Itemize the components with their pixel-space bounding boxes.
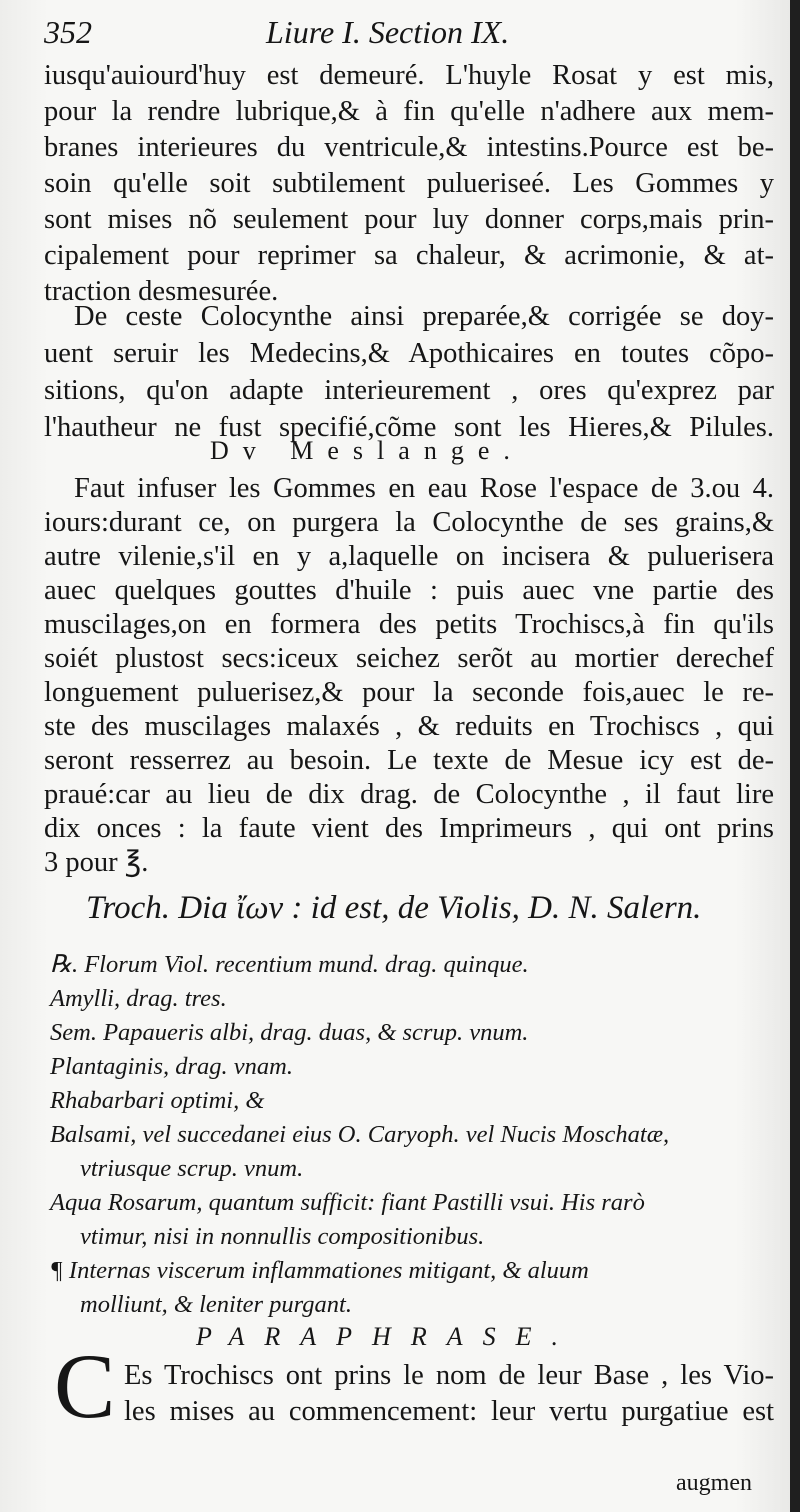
text-line: cipalement pour reprimer sa chaleur, & acrimonie, & at-	[44, 240, 774, 271]
text-line: iours:durant ce, on purgera la Colocynthe de ses grains,&	[44, 507, 774, 538]
recipe-line: vtriusque scrup. vnum.	[80, 1155, 304, 1182]
running-title: Liure I. Section IX.	[266, 14, 510, 50]
text-line: traction desmesurée.	[44, 276, 279, 307]
drop-cap: C	[54, 1335, 116, 1437]
recipe-line: Rhabarbari optimi, &	[50, 1087, 265, 1114]
text-line: De ceste Colocynthe ainsi preparée,& corrigée se doy-	[74, 301, 774, 332]
recipe-line: Balsami, vel succedanei eius O. Caryoph. vel Nucis Moschatæ,	[50, 1121, 670, 1148]
text-line: muscilages,on en formera des petits Trochiscs,à fin qu'ils	[44, 609, 774, 640]
text-line: soiét plustost secs:iceux seichez serõt au mortier derechef	[44, 643, 774, 674]
page-number: 352	[44, 14, 92, 50]
recipe-line: ℞. Florum Viol. recentium mund. drag. quinque.	[50, 951, 529, 978]
recipe-line: Aqua Rosarum, quantum sufficit: fiant Pastilli vsui. His rarò	[50, 1189, 645, 1216]
text-line: uent seruir les Medecins,& Apothicaires en toutes cõpo-	[44, 338, 774, 369]
paraphrase-heading: PARAPHRASE.	[196, 1322, 578, 1351]
text-line: soin qu'elle soit subtilement pulueriseé. Les Gommes y	[44, 168, 774, 199]
text-line: pour la rendre lubrique,& à fin qu'elle n'adhere aux mem-	[44, 96, 774, 127]
text-line: praué:car au lieu de dix drag. de Colocynthe , il faut lire	[44, 779, 774, 810]
text-line: branes interieures du ventricule,& intestins.Pource est be-	[44, 132, 774, 163]
text-line: auec quelques gouttes d'huile : puis auec vne partie des	[44, 575, 774, 606]
recipe-line: Sem. Papaueris albi, drag. duas, & scrup. vnum.	[50, 1019, 529, 1046]
page-edge-shadow	[790, 0, 800, 1512]
text-line: autre vilenie,s'il en y a,laquelle on incisera & puluerisera	[44, 541, 774, 572]
section-heading: Dv Meslange.	[210, 436, 524, 465]
text-line: ste des muscilages malaxés , & reduits en Trochiscs , qui	[44, 711, 774, 742]
recipe-line: ¶ Internas viscerum inflammationes mitigant, & aluum	[50, 1257, 589, 1284]
text-line: les mises au commencement: leur vertu purgatiue est	[124, 1396, 774, 1427]
text-line: iusqu'auiourd'huy est demeuré. L'huyle Rosat y est mis,	[44, 60, 774, 91]
recipe-line: molliunt, & leniter purgant.	[80, 1291, 352, 1318]
catchword: augmen	[676, 1470, 752, 1496]
recipe-title: Troch. Dia ἴων : id est, de Violis, D. N. Salern.	[86, 890, 702, 926]
paragraph-1	[44, 58, 774, 310]
text-line: Faut infuser les Gommes en eau Rose l'espace de 3.ou 4.	[74, 473, 774, 504]
text-line: 3 pour ℥.	[44, 847, 149, 878]
text-line: Es Trochiscs ont prins le nom de leur Base , les Vio-	[124, 1360, 774, 1391]
text-line: sont mises nõ seulement pour luy donner corps,mais prin-	[44, 204, 774, 235]
recipe-list	[50, 948, 780, 1322]
paragraph-3	[44, 472, 774, 880]
paragraph-2	[44, 298, 774, 446]
paraphrase-text	[124, 1358, 774, 1430]
text-line: longuement puluerisez,& pour la seconde fois,auec le re-	[44, 677, 774, 708]
recipe-line: Plantaginis, drag. vnam.	[50, 1053, 293, 1080]
text-line: l'hautheur ne fust specifié,cõme sont les Hieres,& Pilules.	[44, 412, 774, 443]
recipe-line: Amylli, drag. tres.	[50, 985, 227, 1012]
text-line: seront resserrez au besoin. Le texte de Mesue icy est de-	[44, 745, 774, 776]
running-header	[44, 14, 764, 54]
text-line: dix onces : la faute vient des Imprimeurs , qui ont prins	[44, 813, 774, 844]
text-line: sitions, qu'on adapte interieurement , ores qu'exprez par	[44, 375, 774, 406]
recipe-line: vtimur, nisi in nonnullis compositionibus.	[80, 1223, 485, 1250]
